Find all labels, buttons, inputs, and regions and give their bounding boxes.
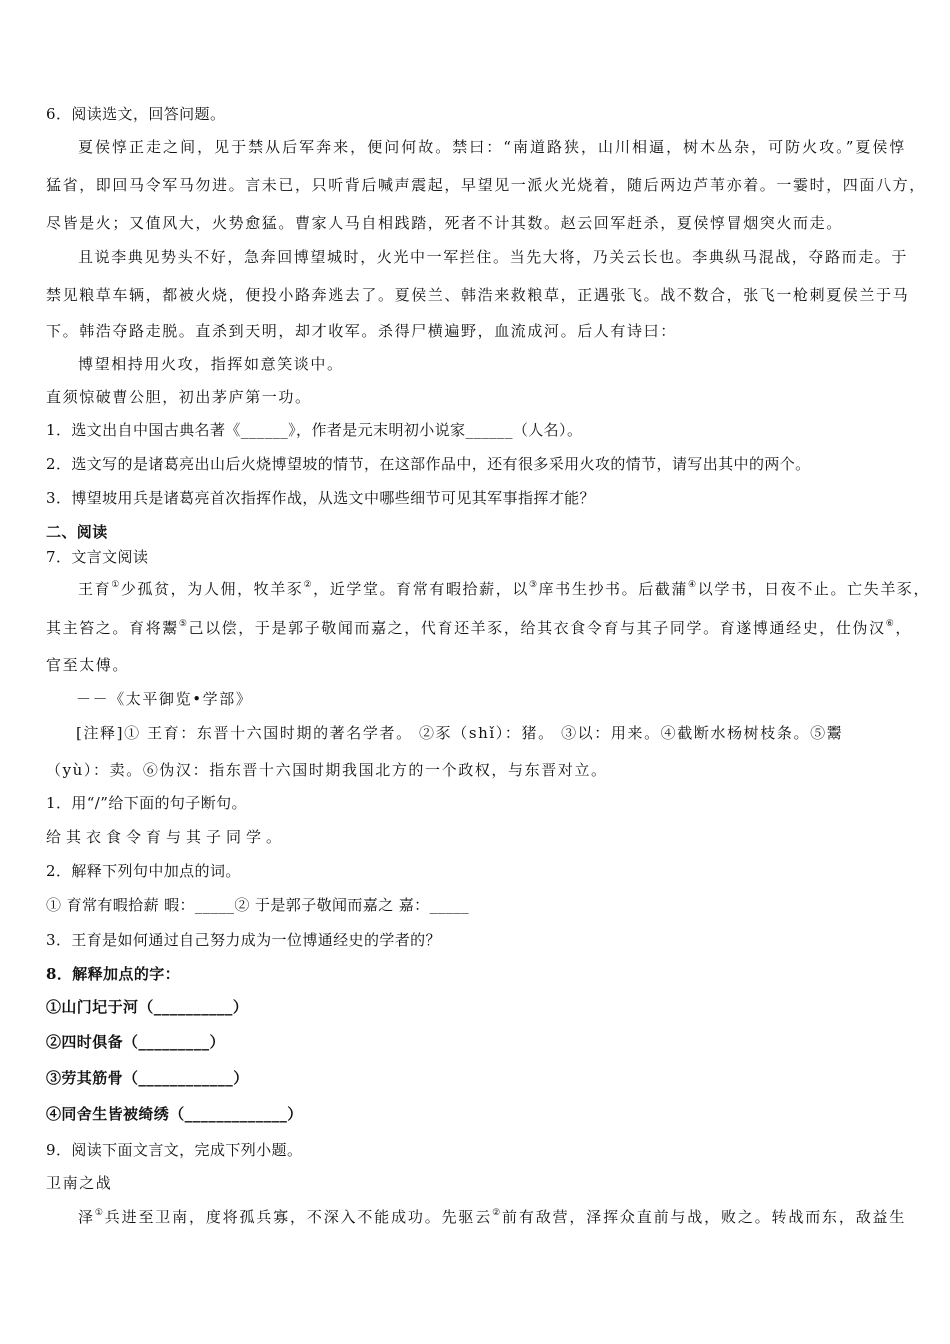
- q6-para2-line1: 且说李典见势头不好，急奔回博望城时，火光中一军拦住。当先大将，乃关云长也。李典纵马混战，夺路而走。于: [78, 248, 909, 266]
- footnote-4: ④: [688, 580, 698, 590]
- footnote-5: ⑤: [178, 619, 189, 629]
- footnote-2: ②: [303, 580, 314, 590]
- q7-para2: 其主笞之。育将鬻⑤己以偿，于是郭子敬闻而嘉之，代育还羊豕，给其衣食令育与其子同学。育遂博通经史，仕伪汉⑥，: [46, 619, 912, 637]
- q8-item-1: ①山门圮于河（__________）: [46, 998, 249, 1016]
- q7-para1: 王育①少孤贫，为人佣，牧羊豕②，近学堂。育常有暇拾薪，以③庠书生抄书。后截蒲④以学书，日夜不止。亡失羊豕，: [78, 580, 931, 598]
- q6-para2-line2: 禁见粮草车辆，都被火烧，便投小路奔逃去了。夏侯兰、韩浩来救粮草，正遇张飞。战不数合，张飞一枪刺夏侯兰于马: [46, 286, 910, 304]
- q9-heading: 卫南之战: [46, 1174, 113, 1192]
- q7-sub2: 2．解释下列句中加点的词。: [46, 862, 241, 880]
- footnote-6: ⑥: [885, 619, 896, 629]
- q6-para1-line2: 猛省，即回马令军马勿进。言未已，只听背后喊声震起，早望见一派火光烧着，随后两边芦苇亦着。一霎时，四面八方，: [46, 176, 926, 194]
- q6-title: 6．阅读选文，回答问题。: [46, 105, 226, 123]
- q7-para3: 官至太傅。: [46, 656, 130, 674]
- q6-para1-line1: 夏侯惇正走之间，见于禁从后军奔来，便问何故。禁曰：“南道路狭，山川相逼，树木丛杂，可防火攻。”夏侯惇: [78, 138, 906, 156]
- q7-notes-line2: （yù）：卖。⑥伪汉：指东晋十六国时期我国北方的一个政权，与东晋对立。: [46, 761, 608, 779]
- footnote-2: ②: [492, 1208, 503, 1218]
- q7-title: 7．文言文阅读: [46, 548, 149, 566]
- q6-poem-line1: 博望相持用火攻，指挥如意笑谈中。: [78, 355, 344, 373]
- q8-item-3: ③劳其筋骨（____________）: [46, 1069, 249, 1087]
- q6-para1-line3: 尽皆是火；又值风大，火势愈猛。曹家人马自相践踏，死者不计其数。赵云回军赶杀，夏侯惇冒烟突火而走。: [46, 214, 843, 232]
- q7-sub1-sentence: 给其衣食令育与其子同学。: [46, 828, 287, 846]
- section-heading: 二、阅读: [46, 523, 108, 541]
- q6-poem-line2: 直须惊破曹公胆，初出茅庐第一功。: [46, 388, 312, 406]
- q6-sub2: 2．选文写的是诸葛亮出山后火烧博望坡的情节，在这部作品中，还有很多采用火攻的情节，请写出其中的两个。: [46, 455, 811, 473]
- q8-item-2: ②四时俱备（_________）: [46, 1033, 225, 1051]
- footnote-3: ③: [528, 580, 539, 590]
- footnote-1: ①: [94, 1208, 105, 1218]
- q7-sub1: 1．用“/”给下面的句子断句。: [46, 794, 247, 812]
- q6-sub3: 3．博望坡用兵是诸葛亮首次指挥作战，从选文中哪些细节可见其军事指挥才能？: [46, 489, 595, 507]
- q6-sub1: 1．选文出自中国古典名著《______》，作者是元末明初小说家______（人名）。: [46, 421, 583, 439]
- q6-para2-line3: 下。韩浩夺路走脱。直杀到天明，却才收军。杀得尸横遍野，血流成河。后人有诗曰：: [46, 322, 677, 340]
- q8-item-4: ④同舍生皆被绮绣（_____________）: [46, 1105, 303, 1123]
- q9-para1: 泽①兵进至卫南，度将孤兵寡，不深入不能成功。先驱云②前有敌营，泽挥众直前与战，败之。转战而东，敌益生: [78, 1208, 907, 1226]
- q7-source: －－《太平御览•学部》: [76, 690, 253, 708]
- q7-notes-line1: [注释]① 王育：东晋十六国时期的著名学者。 ②豕（shǐ）：猪。 ③以：用来。④截断水杨树枝条。⑤鬻: [76, 724, 844, 742]
- q8-title: 8．解释加点的字：: [46, 965, 181, 983]
- q7-sub2-items: ① 育常有暇拾薪 暇：_____② 于是郭子敬闻而嘉之 嘉：_____: [46, 896, 470, 914]
- q9-title: 9．阅读下面文言文，完成下列小题。: [46, 1141, 303, 1159]
- footnote-1: ①: [111, 580, 121, 590]
- q7-sub3: 3．王育是如何通过自己努力成为一位博通经史的学者的？: [46, 931, 441, 949]
